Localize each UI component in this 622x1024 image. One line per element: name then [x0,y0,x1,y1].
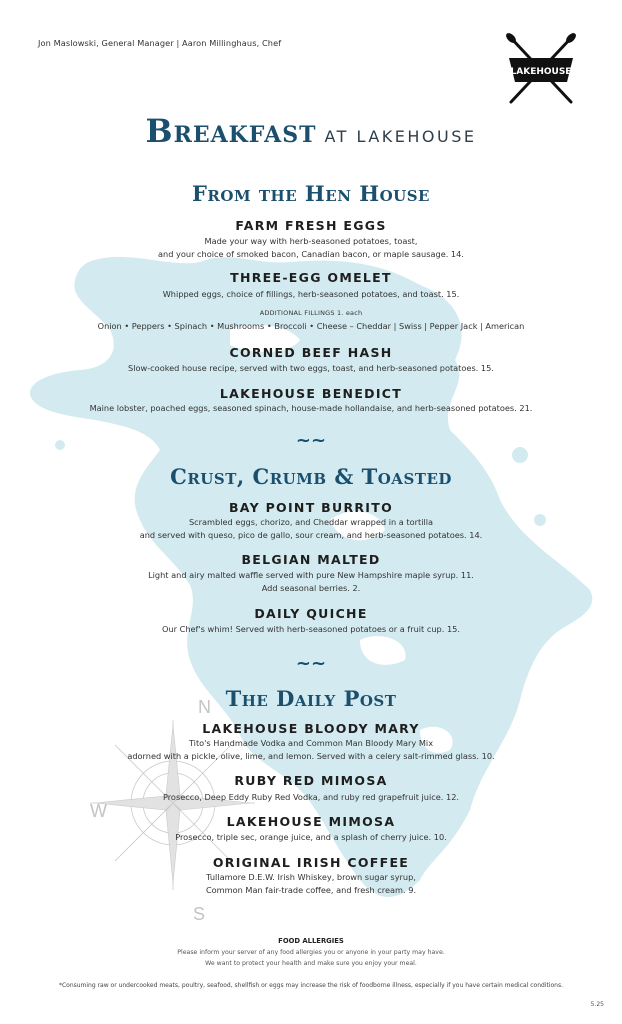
section-divider: ~~ [295,430,327,451]
section-divider: ~~ [295,653,327,674]
additional-fillings-label: ADDITIONAL FILLINGS 1. each [259,309,363,317]
item-desc-belgian-malted [0,569,622,595]
title-main: Breakfast [145,112,317,150]
food-allergies-line-2: We want to protect your health and make sure you enjoy your meal. [205,960,417,967]
desc-line: Our Chef's whim! Served with herb-seasoned potatoes or a fruit cup. 15. [162,624,460,634]
lakehouse-logo [503,32,579,108]
item-name-three-egg-omelet: THREE-EGG OMELET [230,270,392,285]
desc-line: Made your way with herb-seasoned potatoes, toast, [204,236,418,246]
desc-line: Add seasonal berries. 2. [261,583,361,593]
desc-line: and your choice of smoked bacon, Canadian bacon, or maple sausage. 14. [158,249,464,259]
item-name-ruby-red-mimosa: RUBY RED MIMOSA [234,773,388,788]
item-desc-lakehouse-benedict [0,402,622,415]
item-desc-bay-point-burrito [0,516,622,542]
desc-line: and served with queso, pico de gallo, sour cream, and herb-seasoned potatoes. 14. [139,530,483,540]
section-title-crust-crumb-toasted: Crust, Crumb & Toasted [170,464,452,489]
compass-s: S [193,904,206,924]
page-code: 5.25 [590,1001,604,1008]
desc-line: Common Man fair-trade coffee, and fresh cream. 9. [205,885,417,895]
item-name-belgian-malted: BELGIAN MALTED [241,552,381,567]
food-allergies-title: FOOD ALLERGIES [278,937,344,945]
item-desc-three-egg-omelet [0,288,622,301]
item-desc-daily-quiche [0,623,622,636]
desc-line: Prosecco, triple sec, orange juice, and a splash of cherry juice. 10. [175,832,447,842]
menu-title [0,112,622,150]
compass-w: W [90,801,107,821]
fillings-line: Onion • Peppers • Spinach • Mushrooms • Broccoli • Cheese – Cheddar | Swiss | Pepper Jack | American [97,321,525,331]
desc-line: Tullamore D.E.W. Irish Whiskey, brown sugar syrup, [206,872,416,882]
item-name-lakehouse-benedict: LAKEHOUSE BENEDICT [219,386,403,401]
desc-line: Whipped eggs, choice of fillings, herb-seasoned potatoes, and toast. 15. [162,289,460,299]
compass-n: N [198,697,211,717]
desc-line: Scrambled eggs, chorizo, and Cheddar wrapped in a tortilla [188,517,434,527]
section-title-hen-house: From the Hen House [192,181,430,206]
consumption-disclaimer: *Consuming raw or undercooked meats, poultry, seafood, shellfish or eggs may increase the risk of foodborne illness, especially if you have certain medical conditions. [58,982,564,989]
item-desc-ruby-red-mimosa [0,791,622,804]
item-desc-corned-beef-hash [0,362,622,375]
item-name-corned-beef-hash: CORNED BEEF HASH [229,345,393,360]
section-title-daily-post: The Daily Post [225,686,397,711]
desc-line: Slow-cooked house recipe, served with two eggs, toast, and herb-seasoned potatoes. 15. [128,363,494,373]
item-desc-farm-fresh-eggs [0,235,622,261]
additional-fillings-list [0,320,622,333]
desc-line: Light and airy malted waffle served with pure New Hampshire maple syrup. 11. [148,570,474,580]
item-name-original-irish-coffee: ORIGINAL IRISH COFFEE [212,855,410,870]
item-name-lakehouse-bloody-mary: LAKEHOUSE BLOODY MARY [202,721,420,736]
item-name-bay-point-burrito: BAY POINT BURRITO [228,500,394,515]
item-name-farm-fresh-eggs: FARM FRESH EGGS [235,218,387,233]
title-sub: AT LAKEHOUSE [324,127,477,146]
item-desc-original-irish-coffee [0,871,622,897]
item-desc-lakehouse-bloody-mary [0,737,622,763]
staff-line: Jon Maslowski, General Manager | Aaron Millinghaus, Chef [38,38,282,48]
desc-line: Maine lobster, poached eggs, seasoned spinach, house-made hollandaise, and herb-seasoned potatoes. 21. [89,403,533,413]
item-name-lakehouse-mimosa: LAKEHOUSE MIMOSA [226,814,396,829]
crossed-oars-boat-icon [503,32,579,108]
item-desc-lakehouse-mimosa [0,831,622,844]
item-name-daily-quiche: DAILY QUICHE [254,606,368,621]
desc-line: Prosecco, Deep Eddy Ruby Red Vodka, and ruby red grapefruit juice. 12. [162,792,460,802]
food-allergies-line-1: Please inform your server of any food allergies you or anyone in your party may have. [177,949,445,956]
desc-line: adorned with a pickle, olive, lime, and lemon. Served with a celery salt-rimmed glass. 10. [127,751,495,761]
logo-text: LAKEHOUSE [510,67,572,77]
desc-line: Tito's Handmade Vodka and Common Man Bloody Mary Mix [188,738,434,748]
